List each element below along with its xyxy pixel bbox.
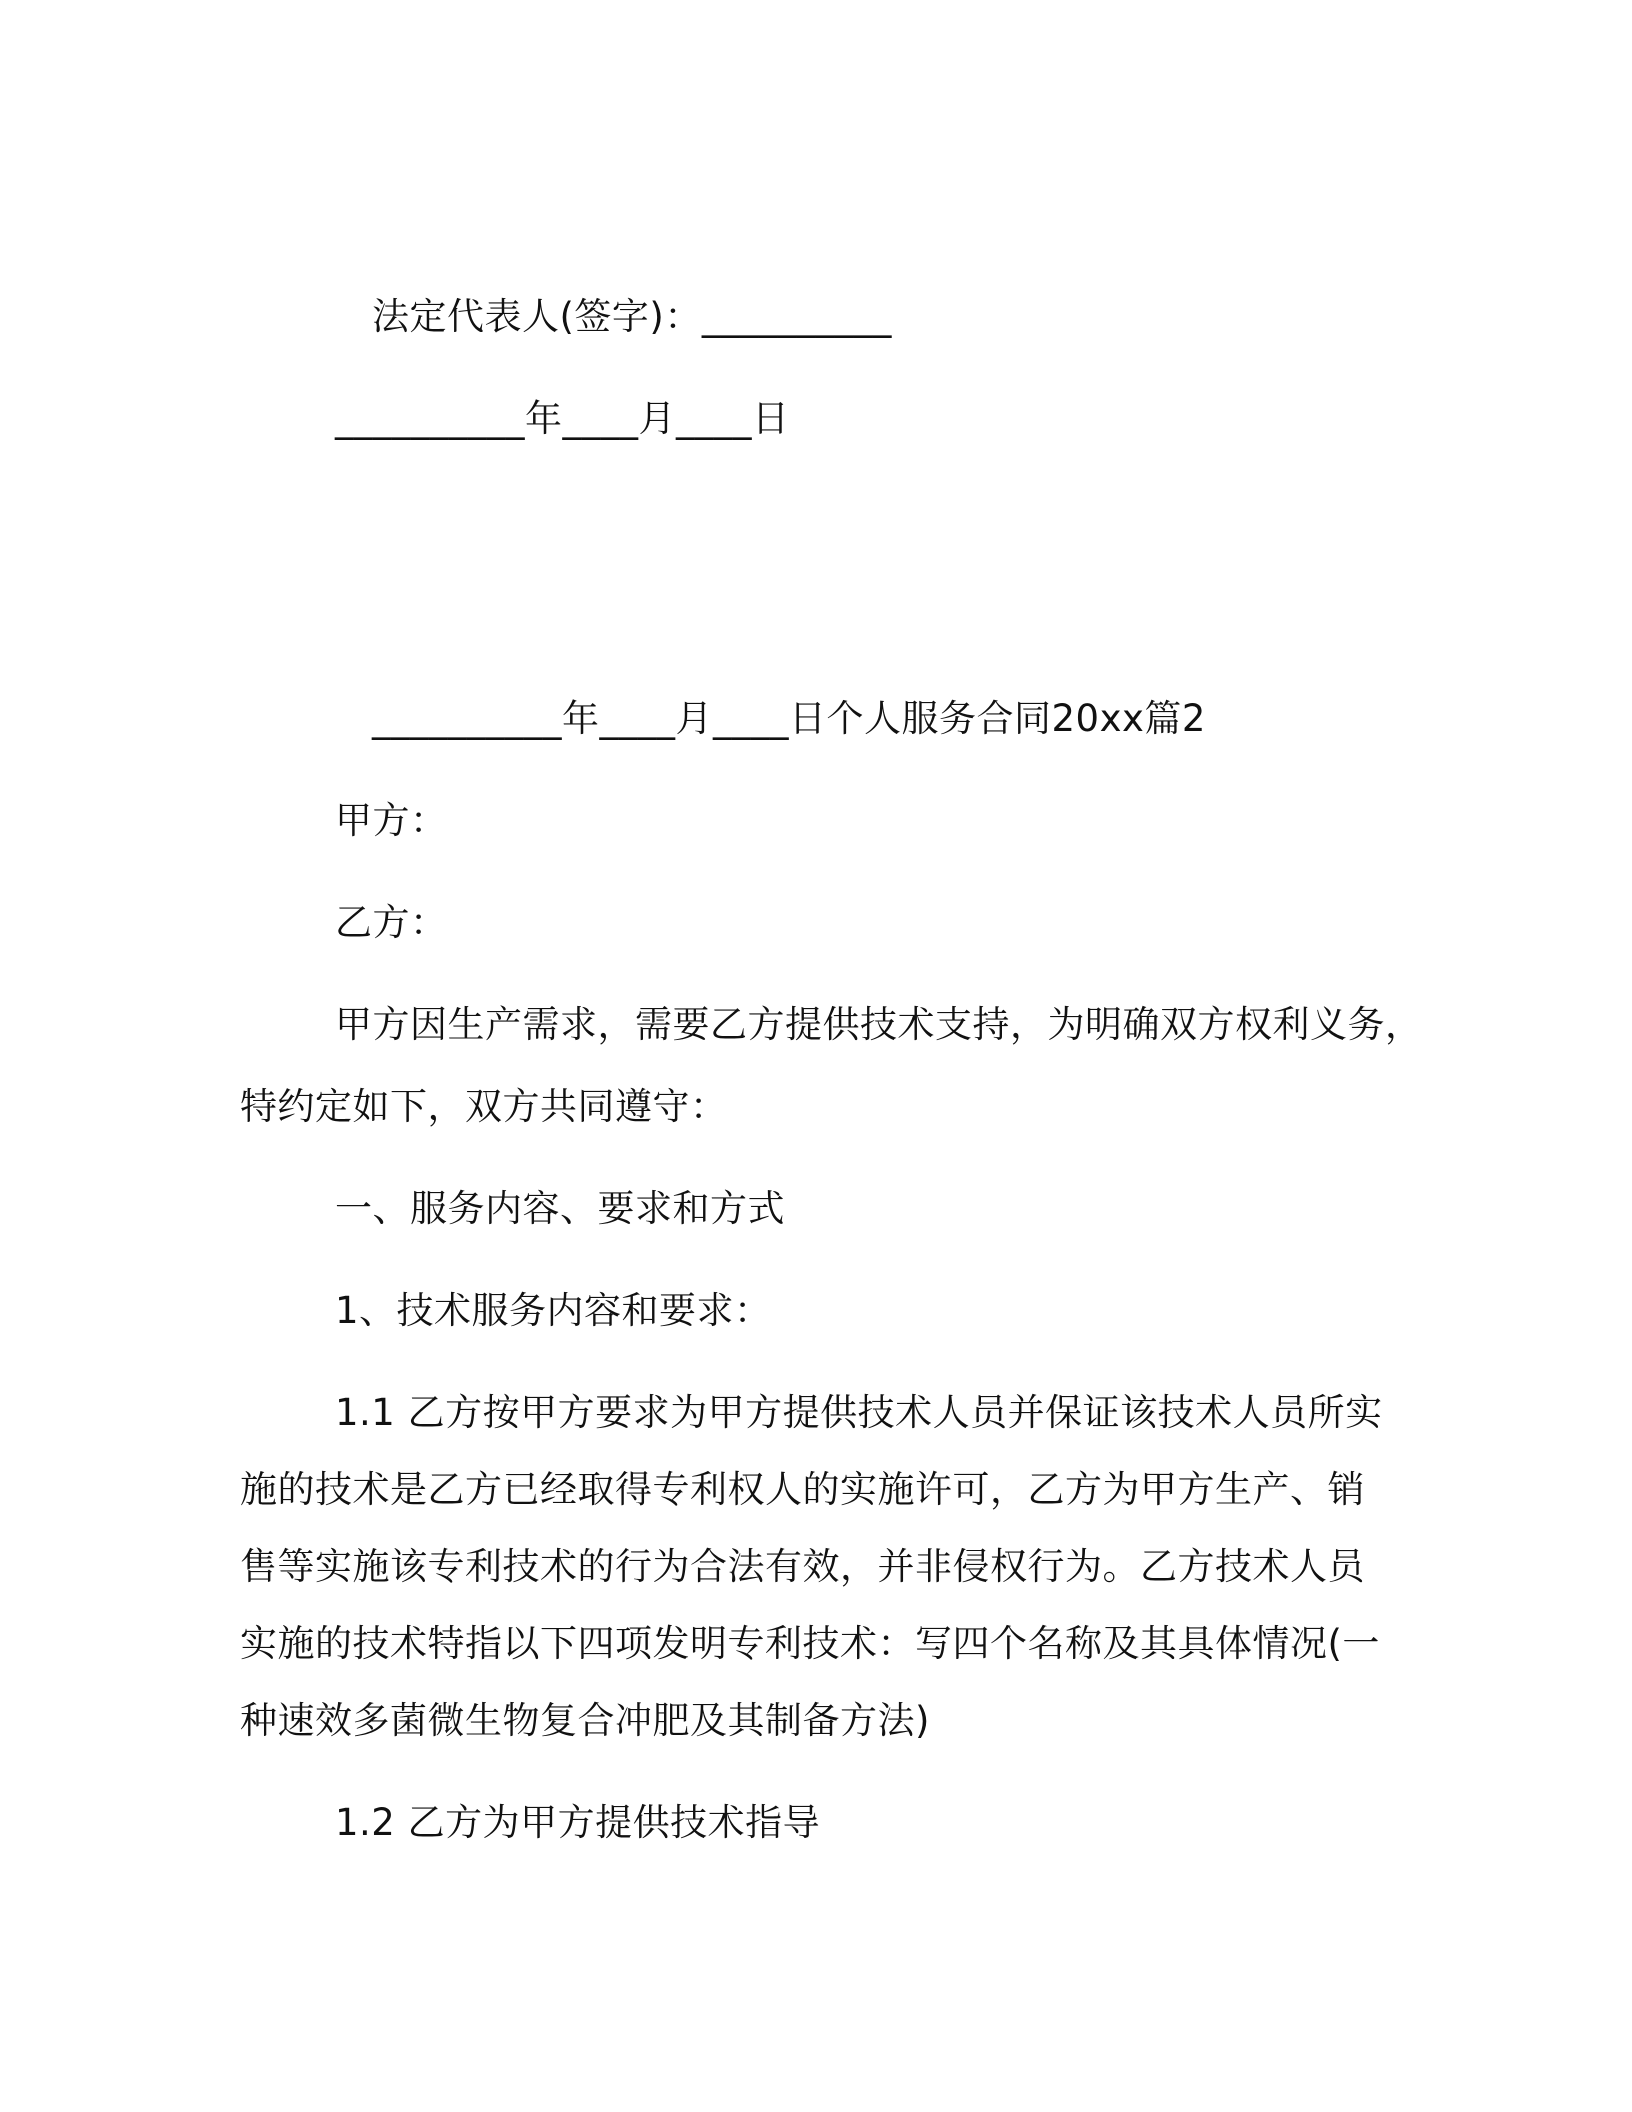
signature-date-line: __________年____月____日: [335, 397, 790, 440]
clause-1-1-line-1: 1.1 乙方按甲方要求为甲方提供技术人员并保证该技术人员所实: [335, 1391, 1383, 1434]
contract-title: __________年____月____日个人服务合同20xx篇2: [372, 697, 1206, 740]
clause-1-1-line-3: 售等实施该专利技术的行为合法有效，并非侵权行为。乙方技术人员: [240, 1545, 1365, 1588]
clause-1-1-line-5: 种速效多菌微生物复合冲肥及其制备方法): [240, 1699, 930, 1742]
preamble-line-1: 甲方因生产需求，需要乙方提供技术支持，为明确双方权利义务，: [335, 1003, 1423, 1046]
preamble-line-2: 特约定如下，双方共同遵守：: [240, 1085, 728, 1128]
party-a-label: 甲方：: [335, 799, 448, 842]
clause-1-1-line-2: 施的技术是乙方已经取得专利权人的实施许可，乙方为甲方生产、销: [240, 1468, 1365, 1511]
section-1-heading: 一、服务内容、要求和方式: [335, 1187, 785, 1230]
legal-representative-signature-line: 法定代表人(签字)：__________: [372, 295, 892, 338]
clause-1-2: 1.2 乙方为甲方提供技术指导: [335, 1801, 821, 1844]
party-b-label: 乙方：: [335, 901, 448, 944]
clause-1-1-line-4: 实施的技术特指以下四项发明专利技术：写四个名称及其具体情况(一: [240, 1622, 1380, 1665]
item-1-heading: 1、技术服务内容和要求：: [335, 1289, 772, 1332]
